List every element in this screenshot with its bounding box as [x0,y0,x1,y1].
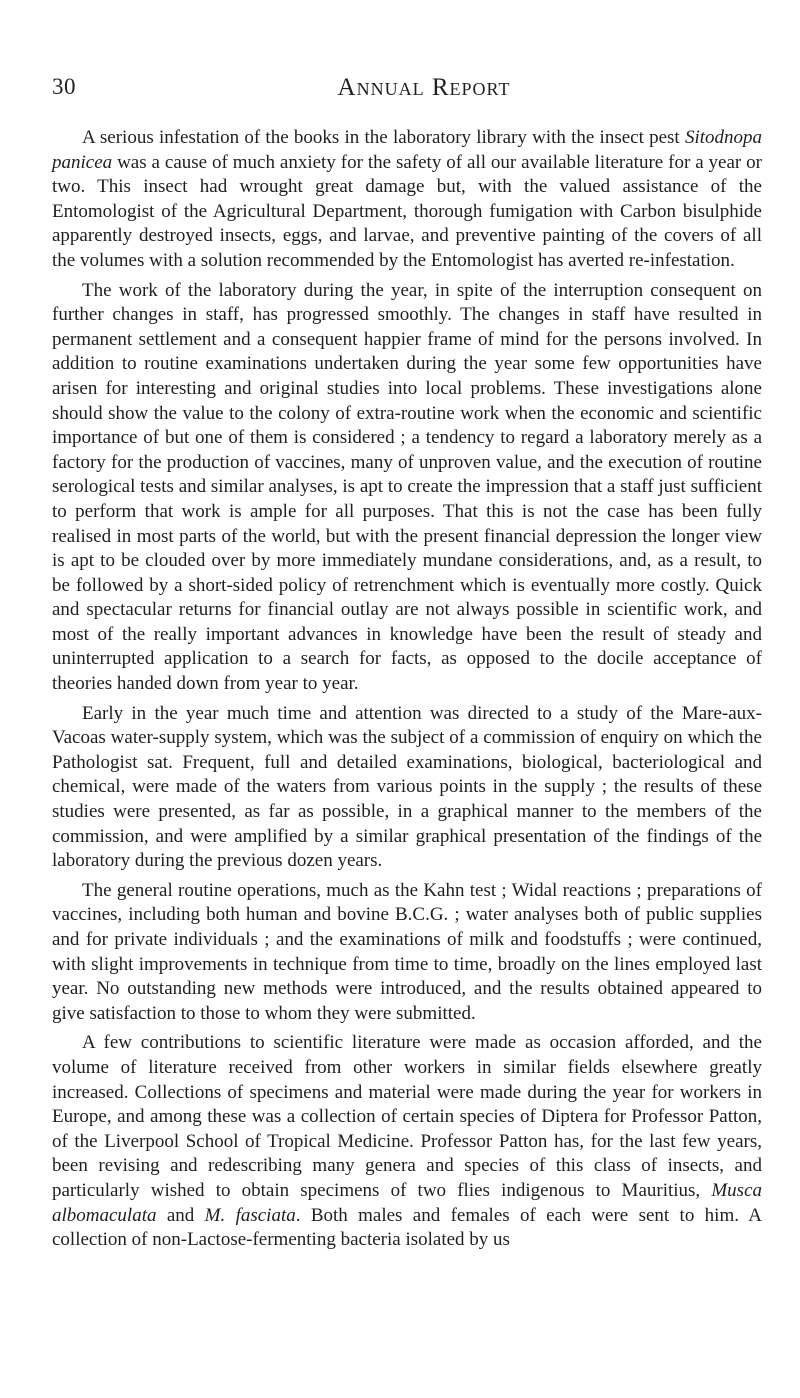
page-number: 30 [52,74,76,99]
body-text [52,126,762,1258]
paragraph-routine-operations: The general routine operations, much as the Kahn test ; Widal reactions ; preparations of vaccines, including both human and bovine B.C.G. ; water analyses both of public supplies and for private individuals ; and the examinations of milk and foodstuffs ; were continued, with slight improvements in technique from time to time, broadly on the lines employed last year. No outstanding new methods were introduced, and the results obtained appeared to give satisfaction to those to whom they were submitted. [52,879,762,1024]
paragraph-laboratory-work: The work of the laboratory during the year, in spite of the interruption consequent on further changes in staff, has progressed smoothly. The changes in staff have resulted in permanent settlement and a consequent happier frame of mind for the persons involved. In addition to routine examinations undertaken during the year some few opportunities have arisen for interesting and original studies into local problems. These investigations alone should show the value to the colony of extra-routine work when the economic and scientific importance of but one of them is considered ; a tendency to regard a laboratory merely as a factory for the production of vaccines, many of unproven value, and the execution of routine serological tests and similar analyses, is apt to create the impression that a staff just sufficient to perform that work is ample for all purposes. That this is not the case has been fully realised in most parts of the world, but with the present financial depression the longer view is apt to be clouded over by more immediately mundane considerations, and, as a result, to be followed by a short-sided policy of retrenchment which is eventually more costly. Quick and spectacular returns for financial outlay are not always possible in scientific work, and most of the really important advances in knowledge have been the result of steady and uninterrupted application to a search for facts, as opposed to the docile acceptance of theories handed down from year to year. [52,279,762,695]
page-header [52,74,760,110]
paragraph-scientific-contributions: A few contributions to scientific literature were made as occasion afforded, and the volume of literature received from other workers in similar fields elsewhere greatly increased. Collections of specimens and material were made during the year for workers in Europe, and among these was a collection of certain species of Diptera for Professor Patton, of the Liverpool School of Tropical Medicine. Professor Patton has, for the last few years, been revising and redescribing many genera and species of this class of insects, and particularly wished to obtain specimens of two flies indigenous to Mauritius, Musca albomaculata and M. fasciata. Both males and females of each were sent to him. A collection of non-Lactose-fermenting bacteria isolated by us [52,1032,763,1251]
running-title: Annual Report [337,74,511,101]
paragraph-water-supply-study: Early in the year much time and attention was directed to a study of the Mare-aux-Vacoas water-supply system, which was the subject of a commission of enquiry on which the Pathologist sat. Frequent, full and detailed examinations, biological, bacteriological and chemical, were made of the waters from various points in the supply ; the results of these studies were presented, as far as possible, in a graphical manner to the members of the commission, and were amplified by a similar graphical presentation of the findings of the laboratory during the previous dozen years. [52,702,762,872]
paragraph-library-infestation: A serious infestation of the books in the laboratory library with the insect pest Sitodnopa panicea was a cause of much anxiety for the safety of all our available literature for a year or two. This insect had wrought great damage but, with the valued assistance of the Entomologist of the Agricultural Department, thorough fumigation with Carbon bisulphide apparently destroyed insects, eggs, and larvae, and preventive painting of the covers of all the volumes with a solution recommended by the Entomologist has averted re-infestation. [52,127,762,271]
